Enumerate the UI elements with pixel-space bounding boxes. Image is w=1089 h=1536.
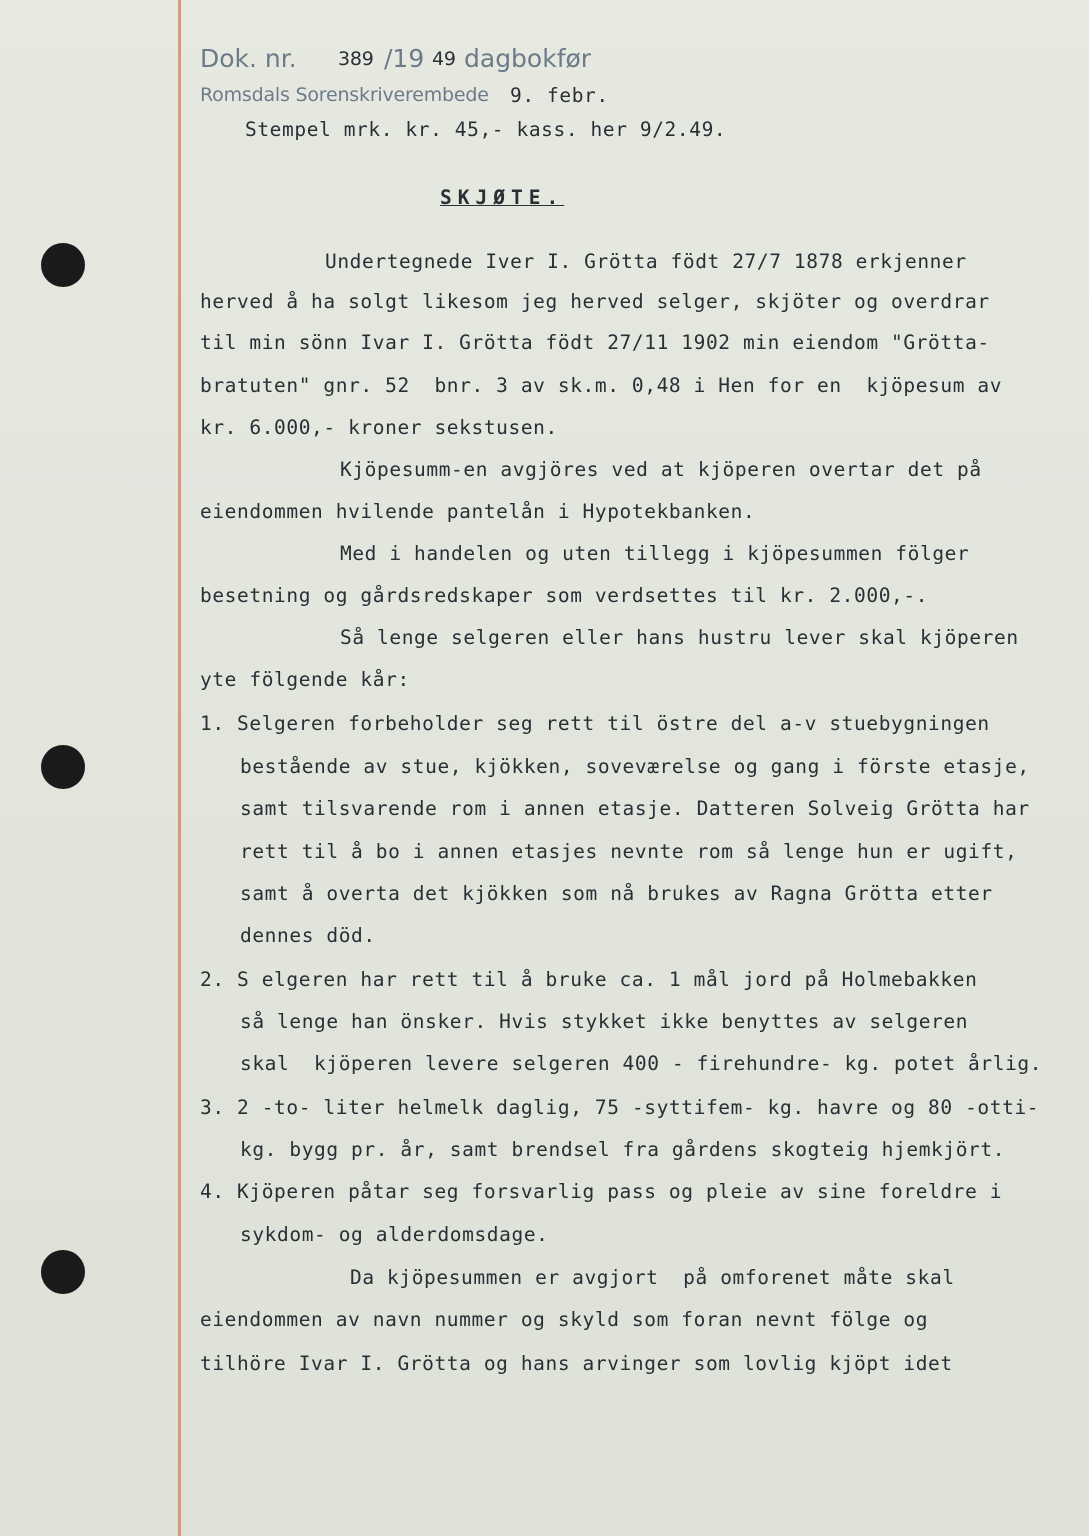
stempel-line: Stempel mrk. kr. 45,- kass. her 9/2.49. [245,118,727,141]
body-line: Da kjöpesummen er avgjort på omforenet måte skal [350,1266,955,1289]
body-line: eiendommen hvilende pantelån i Hypotekbanken. [200,500,756,523]
stamp-office: Romsdals Sorenskriverembede [200,84,489,106]
body-line: 3. 2 -to- liter helmelk daglig, 75 -syttifem- kg. havre og 80 -otti- [200,1096,1040,1119]
stamp-dok-number: 389 [338,48,374,70]
body-line: bestående av stue, kjökken, soveværelse og gang i förste etasje, [240,755,1030,778]
body-line: 4. Kjöperen påtar seg forsvarlig pass og pleie av sine foreldre i [200,1180,1003,1203]
body-line: eiendommen av navn nummer og skyld som foran nevnt fölge og [200,1308,929,1331]
body-line: Kjöpesumm-en avgjöres ved at kjöperen overtar det på [340,458,982,481]
body-line: Med i handelen og uten tillegg i kjöpesummen fölger [340,542,970,565]
body-line: 1. Selgeren forbeholder seg rett til östre del a-v stuebygningen [200,712,990,735]
stamp-dagbok: dagbokfør [464,44,592,73]
body-line: rett til å bo i annen etasjes nevnte rom så lenge hun er ugift, [240,840,1018,863]
stamp-year-prefix: /19 [384,44,425,73]
body-line: bratuten" gnr. 52 bnr. 3 av sk.m. 0,48 i Hen for en kjöpesum av [200,374,1003,397]
body-line: kr. 6.000,- kroner sekstusen. [200,416,558,439]
body-line: skal kjöperen levere selgeren 400 - firehundre- kg. potet årlig. [240,1052,1043,1075]
body-line: til min sönn Ivar I. Grötta födt 27/11 1902 min eiendom "Grötta- [200,331,990,354]
punch-hole [41,243,85,287]
body-line: 2. S elgeren har rett til å bruke ca. 1 mål jord på Holmebakken [200,968,978,991]
body-line: Så lenge selgeren eller hans hustru lever skal kjöperen [340,626,1019,649]
body-line: så lenge han önsker. Hvis stykket ikke benyttes av selgeren [240,1010,969,1033]
document-title: SKJØTE. [440,186,565,209]
punch-hole [41,745,85,789]
body-line: besetning og gårdsredskaper som verdsettes til kr. 2.000,-. [200,584,929,607]
punch-hole [41,1250,85,1294]
body-line: Undertegnede Iver I. Grötta födt 27/7 1878 erkjenner [325,250,967,273]
margin-line [178,0,181,1536]
stamp-dok-label: Dok. nr. [200,44,297,73]
body-line: yte fölgende kår: [200,668,410,691]
body-line: herved å ha solgt likesom jeg herved selger, skjöter og overdrar [200,290,990,313]
stamp-date: 9. febr. [510,84,609,107]
body-line: samt å overta det kjökken som nå brukes av Ragna Grötta etter [240,882,993,905]
body-line: samt tilsvarende rom i annen etasje. Datteren Solveig Grötta har [240,797,1030,820]
body-line: tilhöre Ivar I. Grötta og hans arvinger som lovlig kjöpt idet [200,1352,953,1375]
stamp-year-suffix: 49 [432,48,456,70]
body-line: kg. bygg pr. år, samt brendsel fra gårdens skogteig hjemkjört. [240,1138,1006,1161]
body-line: dennes död. [240,924,376,947]
body-line: sykdom- og alderdomsdage. [240,1223,549,1246]
